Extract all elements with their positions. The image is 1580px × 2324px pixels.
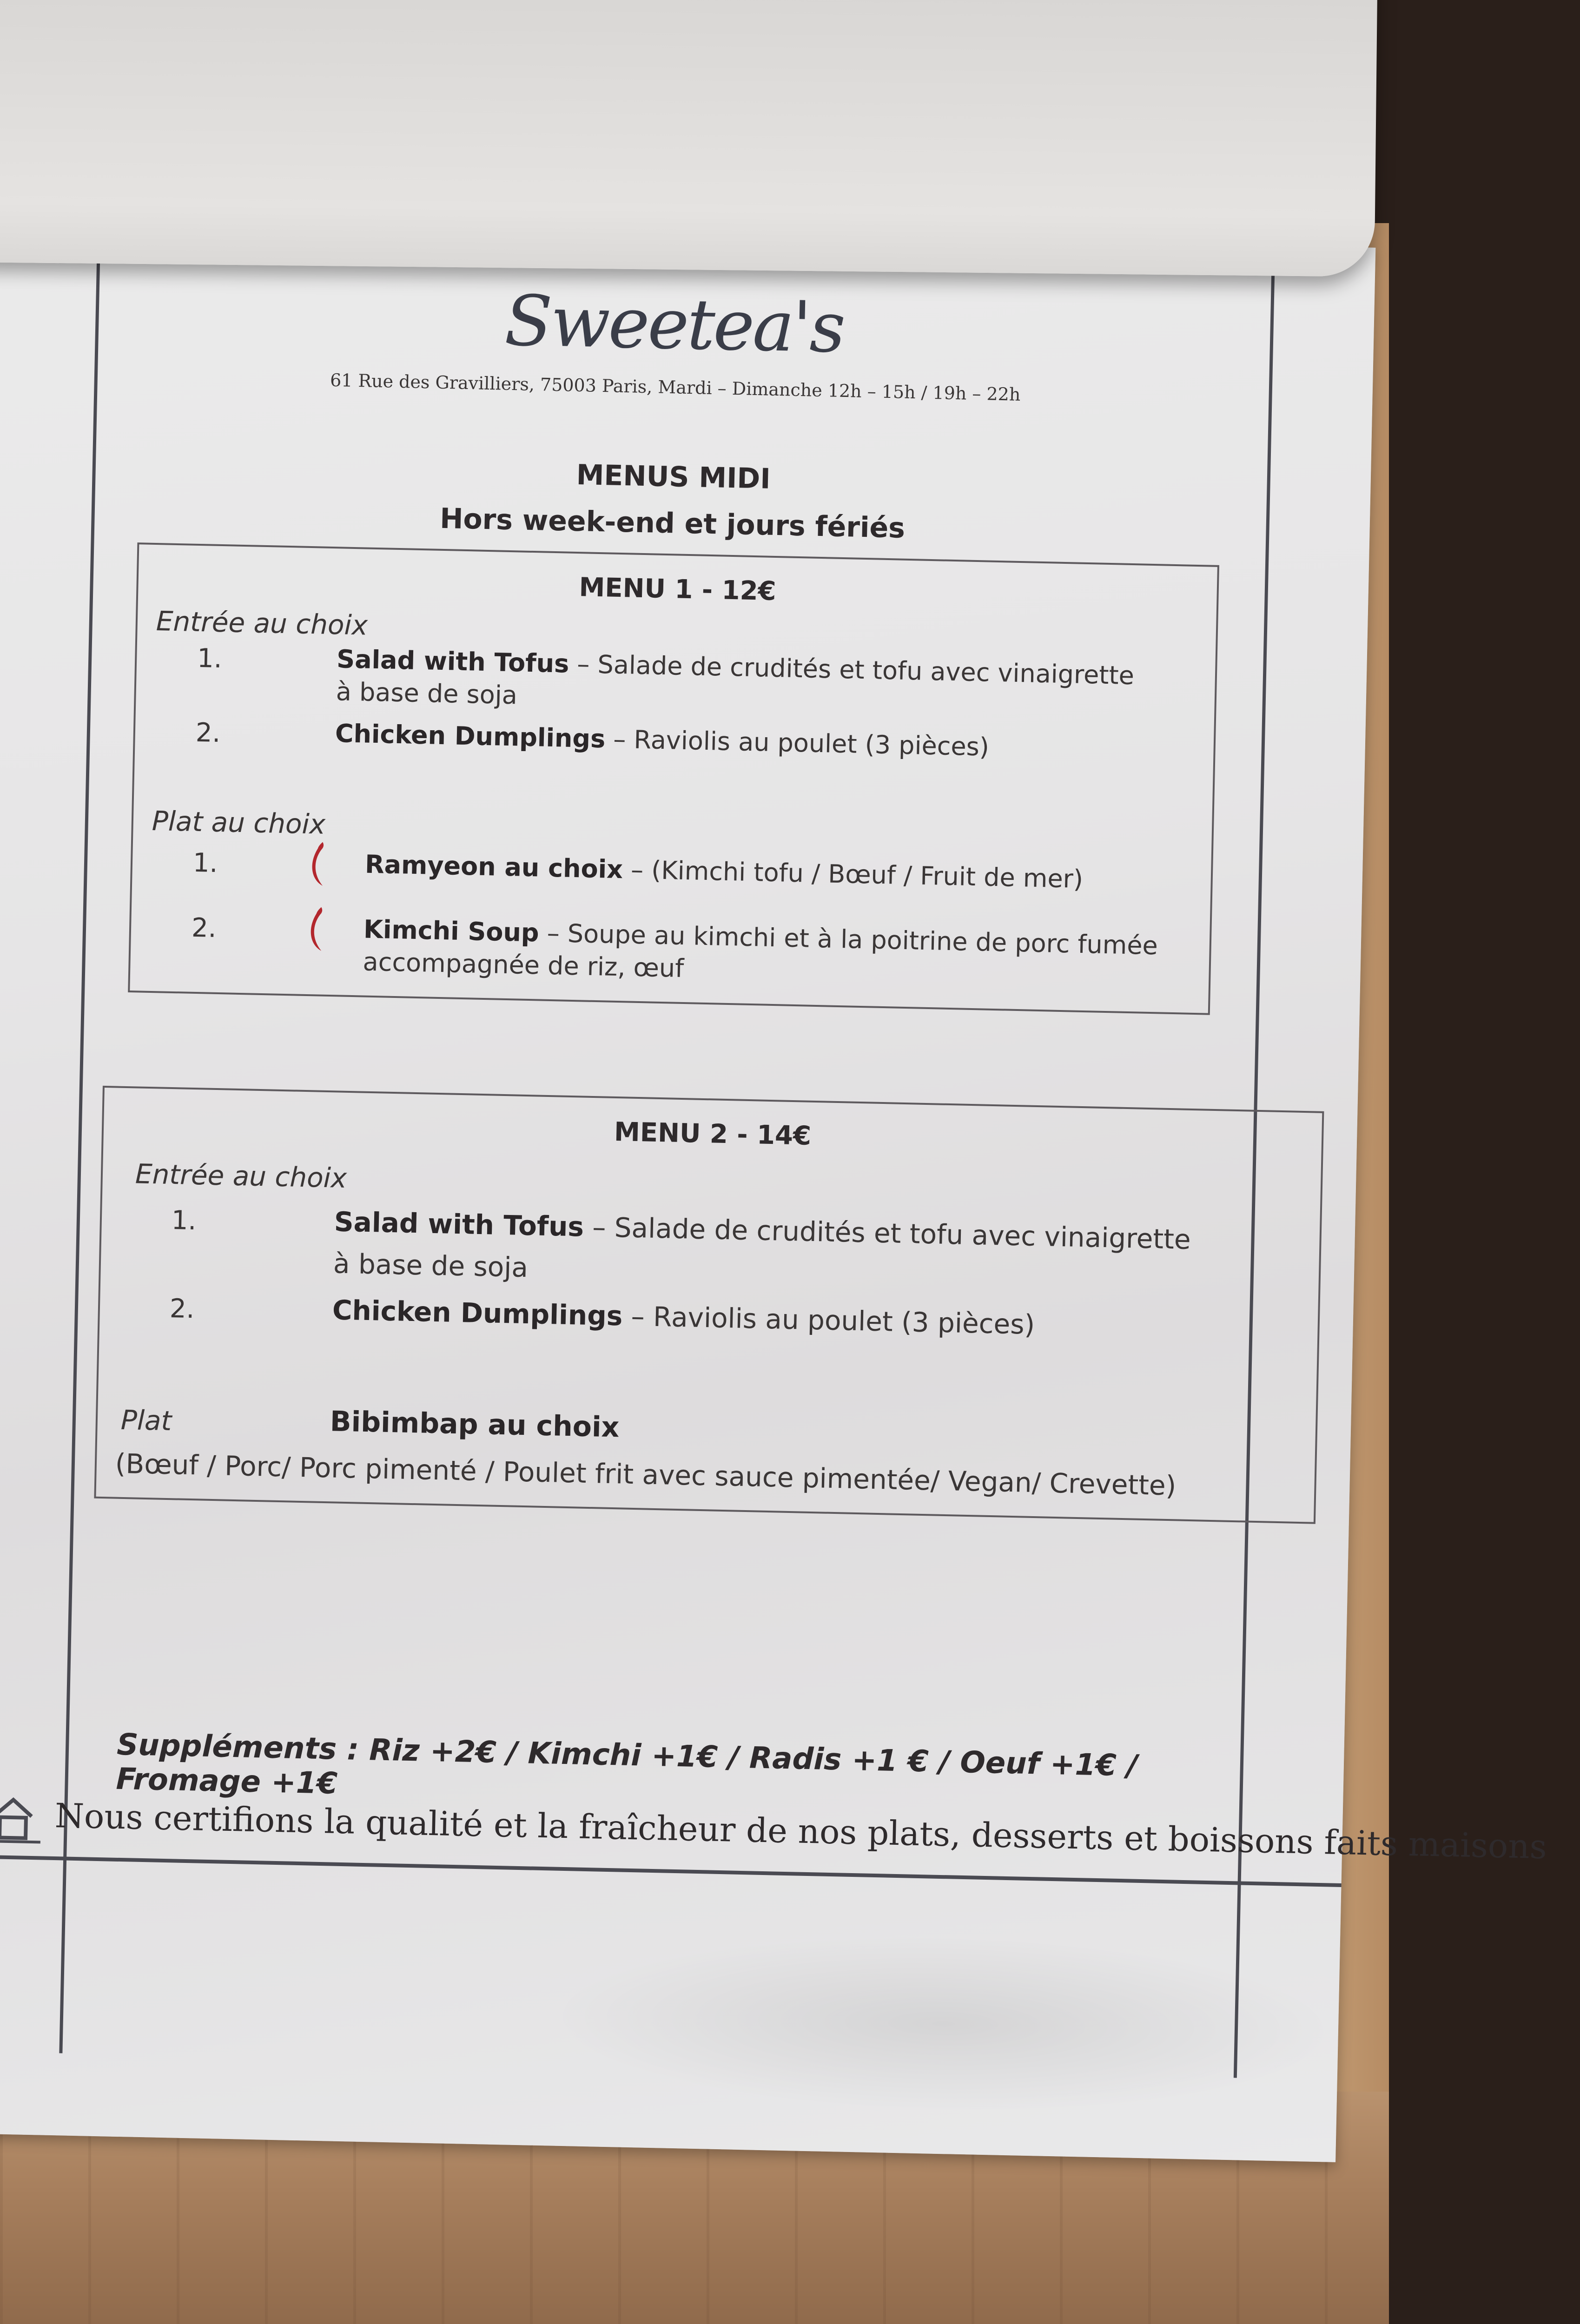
chili-icon bbox=[309, 841, 328, 888]
dish-desc: – Raviolis au poulet (3 pièces) bbox=[605, 724, 990, 762]
dish-name: Kimchi Soup bbox=[363, 914, 540, 948]
menu-sheet bbox=[0, 218, 1547, 2162]
menu-1-starter-1-desc2: à base de soja bbox=[336, 677, 518, 710]
address-hours: 61 Rue des Gravilliers, 75003 Paris, Mardi – Dimanche 12h – 15h / 19h – 22h bbox=[330, 370, 1021, 405]
menu-2-starter-label: Entrée au choix bbox=[135, 1158, 347, 1194]
menu-1-main-label: Plat au choix bbox=[152, 805, 326, 840]
menu-2-main-options: (Bœuf / Porc/ Porc pimenté / Poulet frit avec sauce pimentée/ Vegan/ Crevette) bbox=[115, 1447, 1177, 1502]
menu-1-box bbox=[128, 542, 1219, 1015]
homemade-icon bbox=[0, 1790, 41, 1847]
dish-name: Chicken Dumplings bbox=[335, 719, 606, 754]
menu-1-starter-1-num: 1. bbox=[197, 643, 223, 674]
menus-subtitle: Hors week-end et jours fériés bbox=[439, 502, 906, 545]
menu-2-starter-1-num: 1. bbox=[171, 1205, 197, 1236]
menu-2-box bbox=[94, 1086, 1324, 1524]
menu-1-title: MENU 1 - 12€ bbox=[579, 572, 777, 607]
menu-2-main-name bbox=[330, 1404, 620, 1445]
dish-desc: – Salade de crudités et tofu avec vinaigrette bbox=[569, 649, 1135, 691]
menu-2-starter-1-desc2: à base de soja bbox=[333, 1248, 529, 1284]
menu-2-main-label: Plat bbox=[120, 1404, 172, 1437]
menu-1-starter-label: Entrée au choix bbox=[156, 605, 368, 641]
dish-desc: – Raviolis au poulet (3 pièces) bbox=[622, 1300, 1035, 1340]
restaurant-logo: Sweetea's bbox=[503, 280, 845, 369]
dish-desc: – Salade de crudités et tofu avec vinaigrette bbox=[583, 1211, 1191, 1255]
photo-shadow bbox=[546, 1927, 1340, 2120]
menu-1-main-1 bbox=[364, 847, 1083, 897]
dish-name: Ramyeon au choix bbox=[364, 849, 623, 885]
menu-1-starter-2-num: 2. bbox=[195, 717, 221, 749]
menu-2-starter-2-num: 2. bbox=[169, 1294, 195, 1325]
menu-1-starter-2 bbox=[335, 716, 990, 765]
menu-1-main-1-num: 1. bbox=[192, 847, 218, 878]
dish-name: Salad with Tofus bbox=[334, 1206, 584, 1243]
dish-desc: – (Kimchi tofu / Bœuf / Fruit de mer) bbox=[622, 855, 1084, 894]
dish-name: Chicken Dumplings bbox=[332, 1294, 623, 1332]
certification-text: Nous certifions la qualité et la fraîcheur de nos plats, desserts et boissons faits maisons bbox=[54, 1796, 1547, 1867]
menu-1-main-2-num: 2. bbox=[191, 912, 217, 944]
menu-1-main-2-desc2: accompagnée de riz, œuf bbox=[363, 947, 684, 983]
menus-title: MENUS MIDI bbox=[576, 458, 771, 495]
footer-rule bbox=[0, 1854, 1342, 1887]
menu-content bbox=[0, 218, 1547, 2162]
dish-name: Salad with Tofus bbox=[336, 644, 569, 679]
chili-icon bbox=[307, 906, 327, 953]
supplements: Suppléments : Riz +2€ / Kimchi +1€ / Radis +1 € / Oeuf +1€ / Fromage +1€ bbox=[115, 1727, 1138, 1801]
menu-2-title: MENU 2 - 14€ bbox=[614, 1116, 812, 1151]
menu-2-starter-2 bbox=[332, 1292, 1035, 1342]
dish-name: Bibimbap au choix bbox=[330, 1405, 620, 1444]
top-page-fold bbox=[0, 0, 1377, 277]
dish-desc: – Soupe au kimchi et à la poitrine de porc fumée bbox=[538, 918, 1158, 961]
